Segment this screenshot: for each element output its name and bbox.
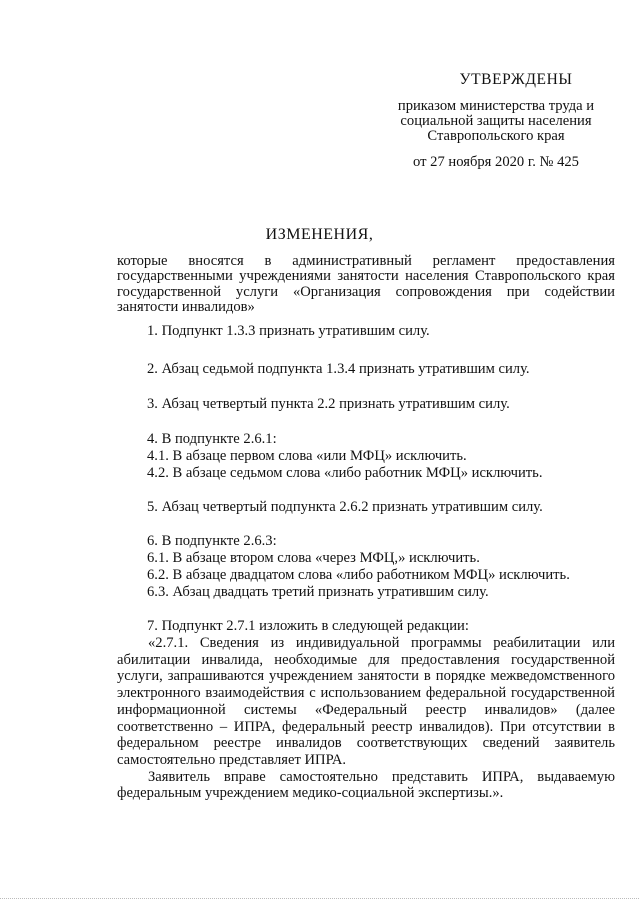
list-item: 6. В подпункте 2.6.3:	[147, 533, 277, 549]
scan-edge-line	[0, 898, 639, 899]
document-heading: ИЗМЕНЕНИЯ,	[265, 226, 374, 243]
approval-title: УТВЕРЖДЕНЫ	[459, 71, 573, 88]
approval-date: от 27 ноября 2020 г. № 425	[413, 154, 579, 170]
approval-line: приказом министерства труда и	[397, 98, 595, 114]
quote-paragraph: Заявитель вправе самостоятельно представить ИПРА, выдаваемую федеральным учреждением медико-социальной экспертизы.».	[117, 768, 615, 802]
list-item: 3. Абзац четвертый пункта 2.2 признать утратившим силу.	[147, 396, 510, 412]
list-item: 2. Абзац седьмой подпункта 1.3.4 признать утратившим силу.	[147, 361, 530, 377]
document-intro: которые вносятся в административный регламент предоставления государственными учреждениями занятости населения Ставропольского края государственной услуги «Организация сопровождения при содействии занятости инвалидов»	[117, 253, 615, 316]
list-item: 5. Абзац четвертый подпункта 2.6.2 признать утратившим силу.	[147, 499, 543, 515]
quoted-text	[117, 635, 615, 802]
list-item: 6.2. В абзаце двадцатом слова «либо работником МФЦ» исключить.	[147, 567, 570, 583]
quote-paragraph: «2.7.1. Сведения из индивидуальной программы реабилитации или абилитации инвалида, необходимые для предоставления государственной услуги, запрашиваются учреждением занятости в порядке межведомственного электронного взаимодействия с использованием федеральной государственной информационной системы «Федеральный реестр инвалидов» (далее соответственно – ИПРА, федеральный реестр инвалидов). При отсутствии в федеральном реестре инвалидов соответствующих сведений заявитель самостоятельно представляет ИПРА.	[117, 635, 615, 768]
approval-line: Ставропольского края	[427, 128, 565, 144]
list-item: 4. В подпункте 2.6.1:	[147, 431, 277, 447]
list-item: 4.2. В абзаце седьмом слова «либо работник МФЦ» исключить.	[147, 465, 543, 481]
list-item: 4.1. В абзаце первом слова «или МФЦ» исключить.	[147, 448, 467, 464]
list-item: 6.1. В абзаце втором слова «через МФЦ,» исключить.	[147, 550, 480, 566]
list-item: 7. Подпункт 2.7.1 изложить в следующей редакции:	[147, 618, 469, 634]
list-item: 1. Подпункт 1.3.3 признать утратившим силу.	[147, 323, 430, 339]
list-item: 6.3. Абзац двадцать третий признать утратившим силу.	[147, 584, 489, 600]
approval-stamp	[380, 72, 612, 170]
approval-line: социальной защиты населения	[400, 113, 592, 129]
